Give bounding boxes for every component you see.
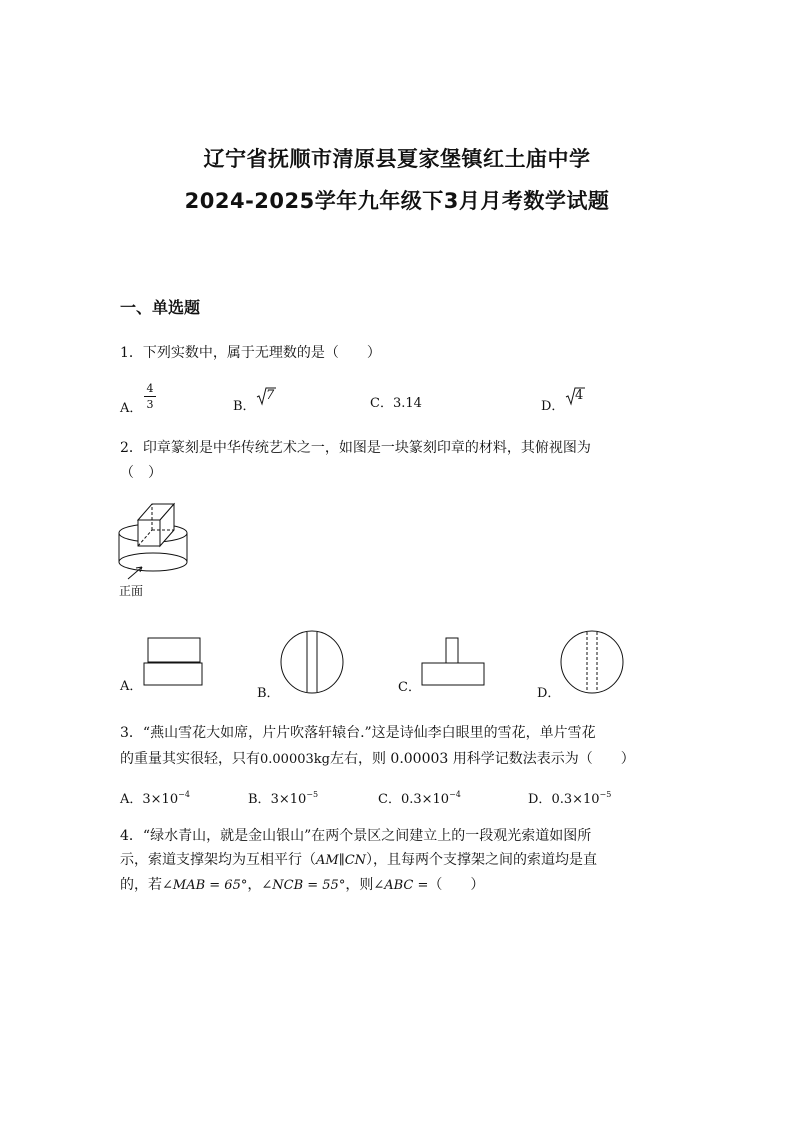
q3-option-d-value: 0.3×10 <box>551 792 600 807</box>
page-title-line1: 辽宁省抚顺市清原县夏家堡镇红土庙中学 <box>203 147 591 171</box>
q2-option-c-figure <box>421 636 487 688</box>
q3-option-d-label: D． <box>528 792 552 807</box>
q2-option-b-label: B． <box>257 686 280 701</box>
q4-stem-line2-b: ），且每两个支撑架之间的索道均是直 <box>366 852 598 868</box>
q2-option-c-label: C． <box>398 680 421 695</box>
q4-angle-abc: ∠ABC = <box>373 878 429 893</box>
q4-parallel-expression: AM∥CN <box>316 853 367 868</box>
q4-separator: ， <box>247 877 262 893</box>
q2-option-d-label: D． <box>537 686 561 701</box>
front-view-label: 正面 <box>119 584 144 598</box>
q3-option-c-value: 0.3×10 <box>400 792 450 807</box>
q1-option-a-fraction <box>144 382 156 411</box>
q4-stem-line2 <box>120 849 597 869</box>
q3-option-c-label: C． <box>378 792 401 807</box>
section-heading: 一、单选题 <box>120 298 201 317</box>
q3-option-a-value: 3×10 <box>142 792 179 807</box>
q4-stem-line3-c: （ ） <box>428 877 485 893</box>
q1-option-d-label: D． <box>541 399 565 414</box>
q4-angle-mab: ∠MAB = 65° <box>162 878 248 893</box>
q1-option-a-numerator: 4 <box>146 382 154 395</box>
q3-stem-line2 <box>120 748 635 768</box>
q3-option-b-exponent: −5 <box>306 790 319 799</box>
q3-option-c-exponent: −4 <box>449 790 461 799</box>
q3-option-d-exponent: −5 <box>599 790 612 799</box>
q1-option-a-label: A． <box>120 401 143 416</box>
q3-option-a <box>120 788 190 807</box>
q3-weight-value: 0.00003kg <box>260 752 330 767</box>
q2-stem: 2．印章篆刻是中华传统艺术之一，如图是一块篆刻印章的材料，其俯视图为 <box>120 440 591 456</box>
fraction-bar <box>144 396 156 397</box>
q2-stem-parens: （ ） <box>120 465 162 481</box>
q2-option-a-figure <box>143 636 205 688</box>
page-title-line2: 2024-2025学年九年级下3月月考数学试题 <box>184 189 610 213</box>
seal-figure <box>118 500 198 582</box>
q3-option-c <box>378 788 461 807</box>
q4-stem-line3 <box>120 874 484 894</box>
q1-option-c: C．3.14 <box>370 396 422 411</box>
q4-stem-line3-b: ，则 <box>345 877 374 893</box>
q3-stem-line2-a: 的重量其实很轻，只有 <box>120 751 260 767</box>
q4-angle-ncb: ∠NCB = 55° <box>261 878 346 893</box>
q3-option-b-value: 3×10 <box>270 792 307 807</box>
q4-stem-line3-a: 的，若 <box>120 877 162 893</box>
q2-option-d-figure <box>560 630 626 696</box>
q3-option-a-exponent: −4 <box>178 790 190 799</box>
q1-stem: 1．下列实数中，属于无理数的是（ ） <box>120 345 381 361</box>
q1-option-b-label: B． <box>233 399 256 414</box>
q1-option-d-radicand: 4 <box>575 388 584 403</box>
q3-option-b <box>248 788 318 807</box>
q3-stem-line2-c: 左右，则 0.00003 用科学记数法表示为（ ） <box>329 751 635 767</box>
q2-option-a-label: A． <box>120 679 143 694</box>
q3-option-a-label: A． <box>120 792 143 807</box>
q4-stem-line2-a: 示，索道支撑架均为互相平行（ <box>120 852 316 868</box>
q1-option-b-radicand: 7 <box>266 388 275 403</box>
q1-option-a-denominator: 3 <box>146 398 154 411</box>
q3-option-d <box>528 788 611 807</box>
q3-option-b-label: B． <box>248 792 271 807</box>
q4-stem-line1: 4．“绿水青山，就是金山银山”在两个景区之间建立上的一段观光索道如图所 <box>120 828 592 844</box>
q3-stem-line1: 3．“燕山雪花大如席，片片吹落轩辕台.”这是诗仙李白眼里的雪花，单片雪花 <box>120 725 596 741</box>
q2-option-b-figure <box>280 630 346 696</box>
